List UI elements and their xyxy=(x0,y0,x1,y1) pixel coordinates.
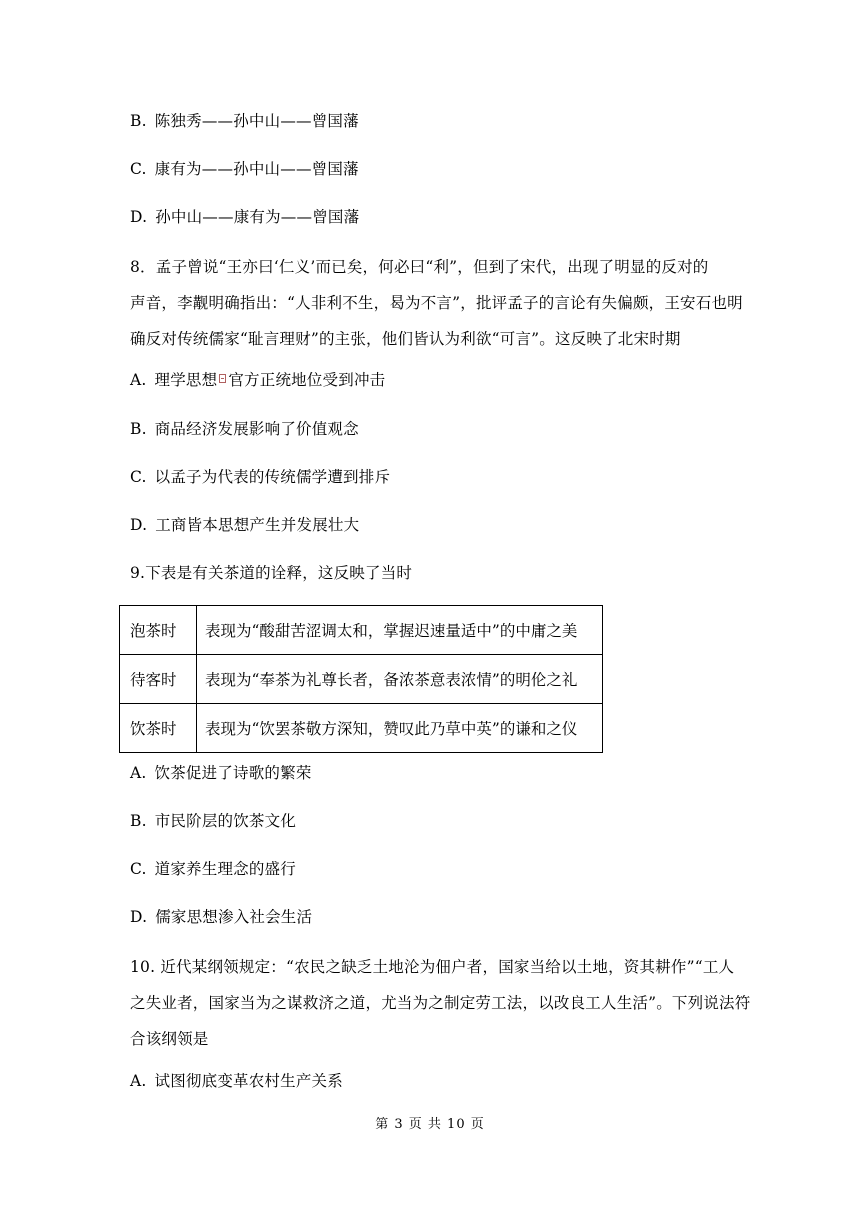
option-letter: A. xyxy=(130,1072,147,1090)
option-text-after: 官方正统地位受到冲击 xyxy=(228,371,386,389)
option-q7-d xyxy=(130,206,359,228)
option-text: 工商皆本思想产生并发展壮大 xyxy=(155,516,360,534)
stem-line: 10. 近代某纲领规定：“农民之缺乏土地沦为佃户者，国家当给以土地，资其耕作”“工人 xyxy=(130,958,735,976)
question-9-stem: 9.下表是有关茶道的诠释，这反映了当时 xyxy=(130,564,413,582)
option-text: 道家养生理念的盛行 xyxy=(154,860,296,878)
option-letter: C. xyxy=(130,160,147,178)
table-cell-head: 饮茶时 xyxy=(120,704,197,753)
table-row xyxy=(120,606,603,655)
option-q9-b xyxy=(130,810,296,832)
option-text: 陈独秀——孙中山——曾国藩 xyxy=(154,112,359,130)
page-footer: 第 3 页 共 10 页 xyxy=(375,1117,485,1132)
question-10-stem xyxy=(130,949,751,1057)
option-q8-c xyxy=(130,466,390,488)
stem-line: 确反对传统儒家“耻言理财”的主张，他们皆认为利欲“可言”。这反映了北宋时期 xyxy=(130,330,681,348)
option-letter: B. xyxy=(130,420,147,438)
option-letter: C. xyxy=(130,468,147,486)
table-row xyxy=(120,655,603,704)
option-letter: D. xyxy=(130,516,148,534)
stem-line: 之失业者，国家当为之谋救济之道，尤当为之制定劳工法，以改良工人生活”。下列说法符 xyxy=(130,994,751,1012)
table-row xyxy=(120,704,603,753)
tea-ceremony-table xyxy=(119,605,603,753)
option-text: 饮茶促进了诗歌的繁荣 xyxy=(154,764,312,782)
option-letter: B. xyxy=(130,812,147,830)
option-q10-a xyxy=(130,1070,343,1092)
table-cell-body: 表现为“饮罢茶敬方深知，赞叹此乃草中英”的谦和之仪 xyxy=(197,704,603,753)
option-q9-c xyxy=(130,858,296,880)
option-q9-d xyxy=(130,906,312,928)
option-letter: A. xyxy=(130,764,147,782)
option-letter: B. xyxy=(130,112,147,130)
table-cell-body: 表现为“奉茶为礼尊长者，备浓茶意表浓情”的明伦之礼 xyxy=(197,655,603,704)
stem-line: 8．孟子曾说“王亦曰‘仁义’而已矣，何必曰“利”，但到了宋代，出现了明显的反对的 xyxy=(130,258,709,276)
option-text: 儒家思想渗入社会生活 xyxy=(155,908,313,926)
option-q9-a xyxy=(130,762,312,784)
table-cell-head: 待客时 xyxy=(120,655,197,704)
option-q8-a xyxy=(130,369,385,391)
option-text: 康有为——孙中山——曾国藩 xyxy=(154,160,359,178)
option-q7-b xyxy=(130,110,359,132)
option-text: 商品经济发展影响了价值观念 xyxy=(154,420,359,438)
option-text: 以孟子为代表的传统儒学遭到排斥 xyxy=(154,468,391,486)
option-text: 市民阶层的饮茶文化 xyxy=(154,812,297,830)
table-cell-body: 表现为“酸甜苦涩调太和，掌握迟速量适中”的中庸之美 xyxy=(197,606,603,655)
embedded-image-icon xyxy=(219,374,226,383)
option-letter: D. xyxy=(130,908,148,926)
table-cell-head: 泡茶时 xyxy=(120,606,197,655)
option-q8-d xyxy=(130,514,359,536)
stem-line: 合该纲领是 xyxy=(130,1030,209,1048)
option-text-before: 理学思想 xyxy=(154,371,218,389)
option-q7-c xyxy=(130,158,359,180)
option-text: 试图彻底变革农村生产关系 xyxy=(154,1072,343,1090)
option-letter: A. xyxy=(130,371,147,389)
question-8-stem xyxy=(130,249,743,357)
option-q8-b xyxy=(130,418,359,440)
stem-line: 声音，李觏明确指出：“人非利不生，曷为不言”，批评孟子的言论有失偏颇，王安石也明 xyxy=(130,294,743,312)
option-letter: C. xyxy=(130,860,147,878)
option-text: 孙中山——康有为——曾国藩 xyxy=(155,208,360,226)
option-letter: D. xyxy=(130,208,148,226)
